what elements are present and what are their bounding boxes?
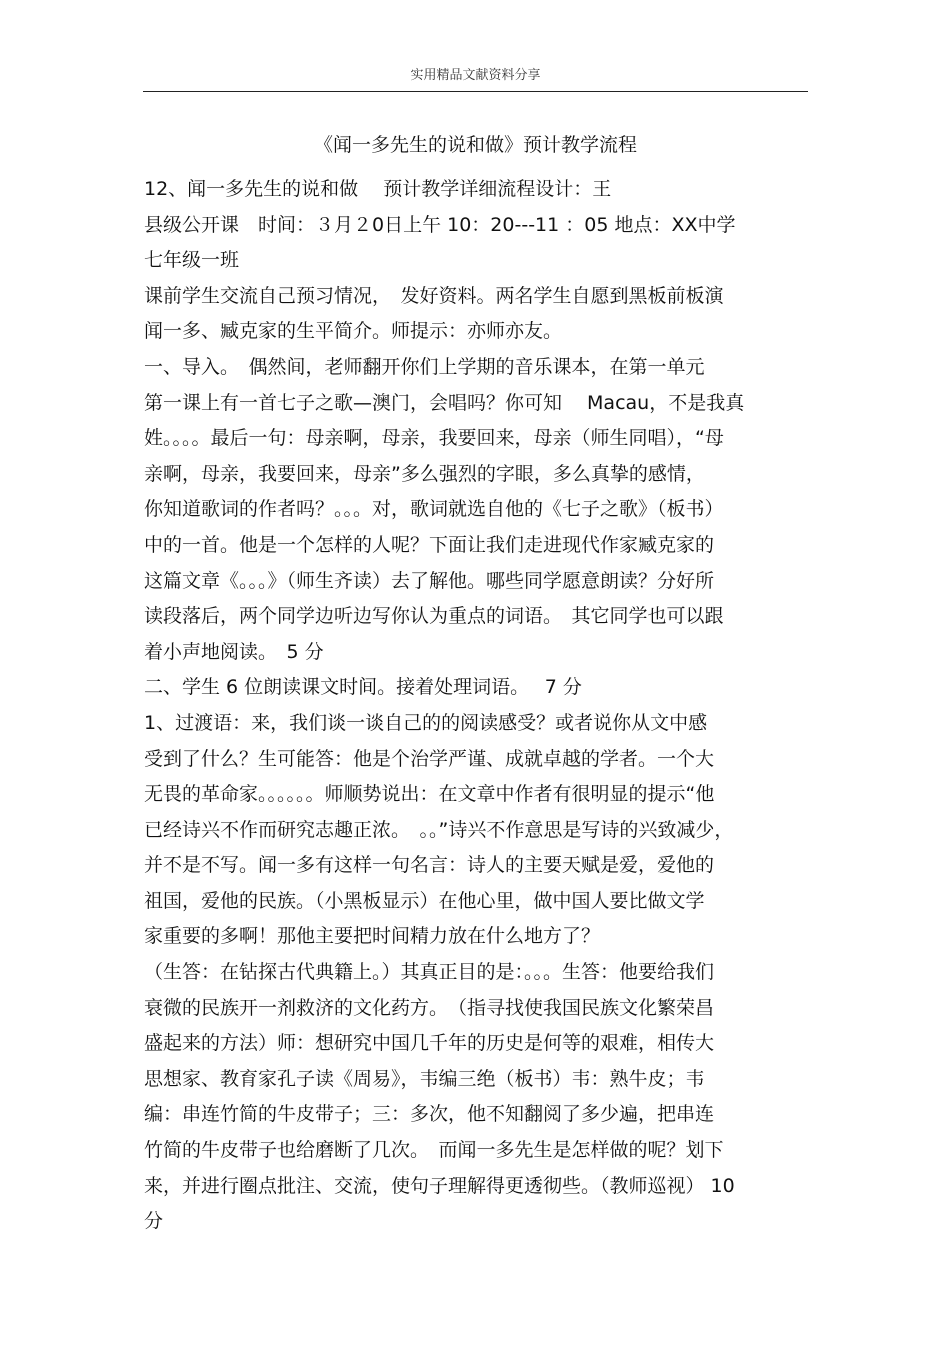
text-line: 一、导入。 偶然间，老师翻开你们上学期的音乐课本，在第一单元 [144, 355, 705, 378]
text-line: 七年级一班 [144, 249, 240, 272]
text-line: 家重要的多啊！那他主要把时间精力放在什么地方了？ [144, 925, 601, 948]
text-line: 思想家、教育家孔子读《周易》，韦编三绝（板书）韦：熟牛皮；韦 [144, 1067, 705, 1090]
text-line: 姓。。。。最后一句：母亲啊，母亲，我要回来，母亲（师生同唱），“母 [144, 427, 724, 450]
document-title: 《闻一多先生的说和做》预计教学流程 [313, 134, 637, 156]
text-line: 你知道歌词的作者吗？。。。对，歌词就选自他的《七子之歌》（板书） [144, 498, 724, 521]
text-line: 闻一多、臧克家的生平简介。师提示：亦师亦友。 [144, 320, 563, 343]
text-line: 来，并进行圈点批注、交流，使句子理解得更透彻些。（教师巡视） 10 [144, 1174, 735, 1197]
text-line: 分 [144, 1210, 164, 1233]
header-divider [143, 91, 808, 92]
text-line: 12、闻一多先生的说和做 预计教学详细流程设计：王 [144, 178, 612, 200]
page-header: 实用精品文献资料分享 [410, 68, 541, 83]
text-line: 并不是不写。闻一多有这样一句名言：诗人的主要天赋是爱，爱他的 [144, 854, 715, 877]
text-line: 二、学生 6 位朗读课文时间。接着处理词语。 7 分 [144, 676, 582, 699]
text-line: 第一课上有一首七子之歌—澳门，会唱吗？你可知 Macau，不是我真 [144, 391, 745, 414]
text-line: 已经诗兴不作而研究志趣正浓。 。。”诗兴不作意思是写诗的兴致减少， [144, 818, 734, 841]
text-line: 课前学生交流自己预习情况， 发好资料。两名学生自愿到黑板前板演 [144, 284, 724, 307]
text-line: 中的一首。他是一个怎样的人呢？下面让我们走进现代作家臧克家的 [144, 533, 715, 556]
text-line: 县级公开课 时间：３月２0日上午 10：20---11 ：05 地点：XX中学 [144, 213, 736, 236]
text-line: 着小声地阅读。 5 分 [144, 640, 324, 663]
text-line: 亲啊，母亲，我要回来，母亲”多么强烈的字眼，多么真挚的感情， [144, 462, 705, 485]
text-line: 衰微的民族开一剂救济的文化药方。 （指寻找使我国民族文化繁荣昌 [144, 996, 715, 1019]
text-line: 无畏的革命家。。。。。。师顺势说出：在文章中作者有很明显的提示“他 [144, 783, 715, 806]
text-line: 1、过渡语：来，我们谈一谈自己的的阅读感受？或者说你从文中感 [144, 711, 708, 734]
text-line: 竹简的牛皮带子也给磨断了几次。 而闻一多先生是怎样做的呢？划下 [144, 1139, 724, 1162]
text-line: 盛起来的方法）师：想研究中国几千年的历史是何等的艰难，相传大 [144, 1032, 715, 1055]
text-line: （生答：在钻探古代典籍上。）其真正目的是：。。。生答：他要给我们 [144, 961, 715, 984]
text-line: 编：串连竹简的牛皮带子；三：多次，他不知翻阅了多少遍，把串连 [144, 1103, 715, 1126]
text-line: 祖国，爱他的民族。（小黑板显示）在他心里，做中国人要比做文学 [144, 889, 705, 912]
document-body [144, 172, 814, 1240]
text-line: 读段落后，两个同学边听边写你认为重点的词语。 其它同学也可以跟 [144, 605, 724, 628]
text-line: 这篇文章《。。。》（师生齐读）去了解他。哪些同学愿意朗读？分好所 [144, 569, 715, 592]
text-line: 受到了什么？生可能答：他是个治学严谨、成就卓越的学者。一个大 [144, 747, 715, 770]
